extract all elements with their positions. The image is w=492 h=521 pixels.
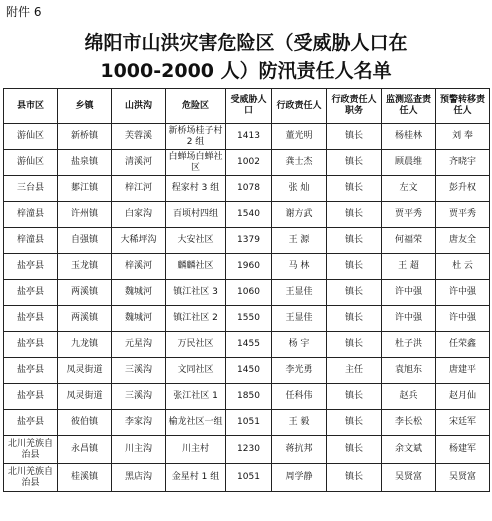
table-row <box>4 124 490 150</box>
cell-township: 自强镇 <box>58 228 112 254</box>
table-row <box>4 176 490 202</box>
cell-monitor-person: 赵兵 <box>382 384 436 410</box>
cell-monitor-person: 袁旭东 <box>382 358 436 384</box>
cell-admin-person: 马 林 <box>272 254 327 280</box>
cell-county: 游仙区 <box>4 124 58 150</box>
cell-danger-zone: 麟麟社区 <box>166 254 226 280</box>
cell-admin-title: 镇长 <box>327 464 382 492</box>
cell-county: 盐亭县 <box>4 410 58 436</box>
cell-gully: 李家沟 <box>112 410 166 436</box>
cell-warning-person: 赵月仙 <box>436 384 490 410</box>
cell-admin-title: 镇长 <box>327 436 382 464</box>
cell-population: 1060 <box>226 280 272 306</box>
cell-monitor-person: 李长松 <box>382 410 436 436</box>
cell-admin-person: 王 毅 <box>272 410 327 436</box>
table-row <box>4 202 490 228</box>
cell-admin-person: 董光明 <box>272 124 327 150</box>
cell-gully: 元星沟 <box>112 332 166 358</box>
cell-county: 梓潼县 <box>4 228 58 254</box>
table-row <box>4 150 490 176</box>
attachment-label: 附件 6 <box>6 5 42 19</box>
cell-warning-person: 贾平秀 <box>436 202 490 228</box>
cell-admin-title: 镇长 <box>327 332 382 358</box>
cell-admin-title: 镇长 <box>327 280 382 306</box>
table-row <box>4 410 490 436</box>
cell-county: 北川羌族自治县 <box>4 436 58 464</box>
cell-monitor-person: 杜子洪 <box>382 332 436 358</box>
cell-county: 盐亭县 <box>4 306 58 332</box>
document-title-line-1: 绵阳市山洪灾害危险区（受威胁人口在 <box>84 32 408 54</box>
cell-warning-person: 刘 奉 <box>436 124 490 150</box>
cell-population: 1413 <box>226 124 272 150</box>
cell-township: 郪江镇 <box>58 176 112 202</box>
cell-warning-person: 唐建平 <box>436 358 490 384</box>
cell-population: 1960 <box>226 254 272 280</box>
cell-population: 1230 <box>226 436 272 464</box>
cell-danger-zone: 张江社区 1 <box>166 384 226 410</box>
cell-warning-person: 唐友全 <box>436 228 490 254</box>
cell-population: 1379 <box>226 228 272 254</box>
cell-admin-title: 镇长 <box>327 384 382 410</box>
cell-gully: 三溪沟 <box>112 384 166 410</box>
table-row <box>4 464 490 492</box>
cell-admin-person: 张 灿 <box>272 176 327 202</box>
cell-county: 盐亭县 <box>4 280 58 306</box>
cell-monitor-person: 余文斌 <box>382 436 436 464</box>
cell-township: 新桥镇 <box>58 124 112 150</box>
table-row <box>4 436 490 464</box>
cell-admin-person: 李光勇 <box>272 358 327 384</box>
cell-gully: 梓溪河 <box>112 254 166 280</box>
cell-danger-zone: 程家村 3 组 <box>166 176 226 202</box>
cell-admin-person: 王显佳 <box>272 306 327 332</box>
cell-danger-zone: 镇江社区 2 <box>166 306 226 332</box>
table-header-row <box>4 89 490 124</box>
cell-monitor-person: 吴贤富 <box>382 464 436 492</box>
cell-township: 永昌镇 <box>58 436 112 464</box>
cell-gully: 芙蓉溪 <box>112 124 166 150</box>
cell-warning-person: 许中强 <box>436 306 490 332</box>
cell-gully: 川主沟 <box>112 436 166 464</box>
cell-admin-person: 任科伟 <box>272 384 327 410</box>
cell-gully: 魏城河 <box>112 280 166 306</box>
header-warning-person: 预警转移责任人 <box>436 89 490 124</box>
cell-warning-person: 吴贤富 <box>436 464 490 492</box>
table-row <box>4 228 490 254</box>
table-row <box>4 280 490 306</box>
cell-danger-zone: 白蝉场白蝉社区 <box>166 150 226 176</box>
cell-gully: 白家沟 <box>112 202 166 228</box>
cell-admin-title: 主任 <box>327 358 382 384</box>
cell-township: 彼伯镇 <box>58 410 112 436</box>
cell-township: 盐泉镇 <box>58 150 112 176</box>
cell-admin-person: 杨 宇 <box>272 332 327 358</box>
cell-township: 两溪镇 <box>58 280 112 306</box>
cell-gully: 三溪沟 <box>112 358 166 384</box>
cell-danger-zone: 新桥场桂子村 2 组 <box>166 124 226 150</box>
cell-county: 梓潼县 <box>4 202 58 228</box>
cell-township: 九龙镇 <box>58 332 112 358</box>
cell-county: 三台县 <box>4 176 58 202</box>
cell-danger-zone: 万民社区 <box>166 332 226 358</box>
cell-monitor-person: 杨桂林 <box>382 124 436 150</box>
header-monitor-person: 监测巡查责任人 <box>382 89 436 124</box>
cell-county: 北川羌族自治县 <box>4 464 58 492</box>
cell-admin-title: 镇长 <box>327 410 382 436</box>
cell-population: 1051 <box>226 464 272 492</box>
cell-population: 1550 <box>226 306 272 332</box>
cell-admin-title: 镇长 <box>327 306 382 332</box>
cell-county: 盐亭县 <box>4 384 58 410</box>
cell-admin-person: 蒋抗邦 <box>272 436 327 464</box>
cell-monitor-person: 左文 <box>382 176 436 202</box>
cell-admin-person: 周学静 <box>272 464 327 492</box>
cell-township: 桂溪镇 <box>58 464 112 492</box>
header-admin-person: 行政责任人 <box>272 89 327 124</box>
header-population: 受威胁人口 <box>226 89 272 124</box>
cell-danger-zone: 榆龙社区一组 <box>166 410 226 436</box>
document-title-line-2: 1000-2000 人）防汛责任人名单 <box>100 60 392 82</box>
cell-gully: 清溪河 <box>112 150 166 176</box>
table-row <box>4 358 490 384</box>
table-row <box>4 384 490 410</box>
cell-monitor-person: 王 超 <box>382 254 436 280</box>
table-row <box>4 332 490 358</box>
table-body <box>4 124 490 492</box>
table-row <box>4 306 490 332</box>
cell-monitor-person: 何福荣 <box>382 228 436 254</box>
cell-monitor-person: 贾平秀 <box>382 202 436 228</box>
cell-warning-person: 宋廷军 <box>436 410 490 436</box>
cell-county: 盐亭县 <box>4 332 58 358</box>
cell-warning-person: 齐晓宇 <box>436 150 490 176</box>
cell-gully: 梓江河 <box>112 176 166 202</box>
cell-county: 盐亭县 <box>4 254 58 280</box>
header-township: 乡镇 <box>58 89 112 124</box>
cell-admin-title: 镇长 <box>327 254 382 280</box>
cell-danger-zone: 镇江社区 3 <box>166 280 226 306</box>
cell-population: 1850 <box>226 384 272 410</box>
cell-admin-person: 王 源 <box>272 228 327 254</box>
cell-danger-zone: 大安社区 <box>166 228 226 254</box>
cell-warning-person: 杨建军 <box>436 436 490 464</box>
cell-danger-zone: 金星村 1 组 <box>166 464 226 492</box>
header-gully: 山洪沟 <box>112 89 166 124</box>
cell-admin-person: 王显佳 <box>272 280 327 306</box>
cell-admin-person: 谢方武 <box>272 202 327 228</box>
header-county: 县市区 <box>4 89 58 124</box>
cell-population: 1540 <box>226 202 272 228</box>
cell-warning-person: 彭升权 <box>436 176 490 202</box>
cell-admin-title: 镇长 <box>327 202 382 228</box>
cell-admin-title: 镇长 <box>327 228 382 254</box>
responsible-persons-table <box>3 88 490 492</box>
cell-danger-zone: 文同社区 <box>166 358 226 384</box>
cell-warning-person: 杜 云 <box>436 254 490 280</box>
cell-population: 1002 <box>226 150 272 176</box>
cell-population: 1455 <box>226 332 272 358</box>
cell-gully: 魏城河 <box>112 306 166 332</box>
header-danger-zone: 危险区 <box>166 89 226 124</box>
cell-population: 1078 <box>226 176 272 202</box>
cell-gully: 大稀坪沟 <box>112 228 166 254</box>
cell-monitor-person: 许中强 <box>382 280 436 306</box>
cell-danger-zone: 川主村 <box>166 436 226 464</box>
cell-township: 玉龙镇 <box>58 254 112 280</box>
cell-admin-person: 龚士杰 <box>272 150 327 176</box>
cell-monitor-person: 顾晨维 <box>382 150 436 176</box>
cell-county: 盐亭县 <box>4 358 58 384</box>
header-admin-title: 行政责任人职务 <box>327 89 382 124</box>
cell-warning-person: 任荣鑫 <box>436 332 490 358</box>
cell-admin-title: 镇长 <box>327 150 382 176</box>
table-row <box>4 254 490 280</box>
cell-township: 许州镇 <box>58 202 112 228</box>
cell-county: 游仙区 <box>4 150 58 176</box>
cell-population: 1450 <box>226 358 272 384</box>
cell-warning-person: 许中强 <box>436 280 490 306</box>
cell-admin-title: 镇长 <box>327 176 382 202</box>
cell-population: 1051 <box>226 410 272 436</box>
cell-township: 凤灵街道 <box>58 358 112 384</box>
cell-danger-zone: 百顷村四组 <box>166 202 226 228</box>
cell-monitor-person: 许中强 <box>382 306 436 332</box>
cell-admin-title: 镇长 <box>327 124 382 150</box>
cell-gully: 黑店沟 <box>112 464 166 492</box>
cell-township: 凤灵街道 <box>58 384 112 410</box>
cell-township: 两溪镇 <box>58 306 112 332</box>
